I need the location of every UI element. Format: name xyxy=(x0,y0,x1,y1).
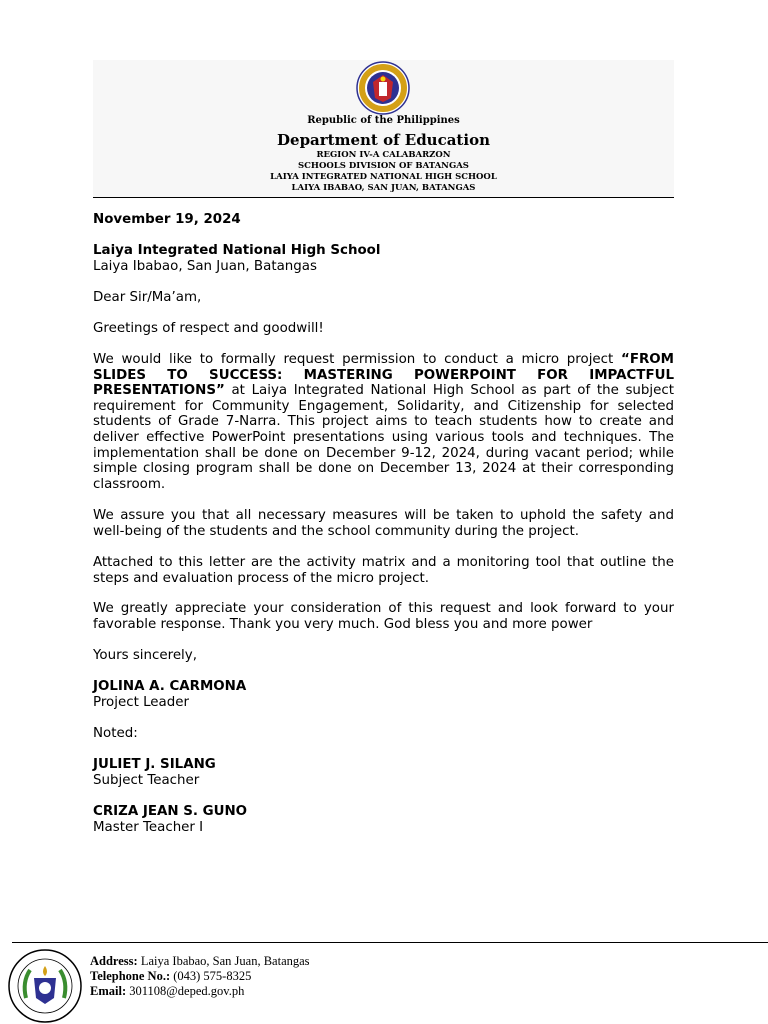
region-line: REGION IV-A CALABARZON xyxy=(316,150,451,160)
noted-name-1: JULIET J. SILANG xyxy=(93,757,216,772)
request-text-start: We would like to formally request permission to conduct a micro project xyxy=(93,352,622,367)
signer-name: JOLINA A. CARMONA xyxy=(93,679,247,694)
noted-label: Noted: xyxy=(93,726,138,741)
project-title: “FROM SLIDES TO SUCCESS: MASTERING POWERPOINT FOR IMPACTFUL PRESENTATIONS” xyxy=(93,352,674,399)
email-label: Email: xyxy=(90,984,127,998)
footer-contact xyxy=(90,954,310,999)
footer-address xyxy=(90,954,310,969)
footer-phone xyxy=(90,969,310,984)
phone-label: Telephone No.: xyxy=(90,969,171,983)
letter-date: November 19, 2024 xyxy=(93,212,241,227)
school-logo-icon xyxy=(6,948,84,1024)
signer-title: Project Leader xyxy=(93,695,189,710)
paragraph-safety: We assure you that all necessary measures will be taken to uphold the safety and well-being of the students and the school community during the project. xyxy=(93,508,674,539)
noted-title-1: Subject Teacher xyxy=(93,773,200,788)
footer-divider xyxy=(12,942,768,943)
school-address-line: LAIYA IBABAO, SAN JUAN, BATANGAS xyxy=(291,183,476,193)
email-value[interactable]: 301108@deped.gov.ph xyxy=(126,984,245,998)
recipient-address: Laiya Ibabao, San Juan, Batangas xyxy=(93,259,317,274)
division-line: SCHOOLS DIVISION OF BATANGAS xyxy=(298,161,469,171)
noted-title-2: Master Teacher I xyxy=(93,820,204,835)
address-label: Address: xyxy=(90,954,138,968)
department-title: Department of Education xyxy=(277,131,490,149)
republic-line: Republic of the Philippines xyxy=(307,115,460,126)
noted-name-2: CRIZA JEAN S. GUNO xyxy=(93,804,248,819)
paragraph-appreciation: We greatly appreciate your consideration of this request and look forward to your favorable response. Thank you very much. God bless you and more power xyxy=(93,601,674,632)
school-line: LAIYA INTEGRATED NATIONAL HIGH SCHOOL xyxy=(270,172,497,182)
greeting: Greetings of respect and goodwill! xyxy=(93,321,324,336)
closing: Yours sincerely, xyxy=(93,648,197,663)
recipient-name: Laiya Integrated National High School xyxy=(93,243,381,258)
paragraph-request xyxy=(93,352,674,492)
salutation: Dear Sir/Ma’am, xyxy=(93,290,202,305)
address-value: Laiya Ibabao, San Juan, Batangas xyxy=(137,954,310,968)
phone-value: (043) 575-8325 xyxy=(170,969,252,983)
letterhead xyxy=(93,60,674,198)
footer-email xyxy=(90,984,310,999)
paragraph-attachments: Attached to this letter are the activity matrix and a monitoring tool that outline the steps and evaluation process of the micro project. xyxy=(93,555,674,586)
deped-seal-icon xyxy=(355,60,411,116)
request-text-end: at Laiya Integrated National High School as part of the subject requirement for Community Engagement, Solidarity, and Citizenship for selected students of Grade 7-Narra. This project aims to teach students how to create and deliver effective PowerPoint presentations using various tools and techniques. The implementation shall be done on December 9-12, 2024, during vacant period; while simple closing program shall be done on December 13, 2024 at their corresponding classroom. xyxy=(93,383,674,492)
